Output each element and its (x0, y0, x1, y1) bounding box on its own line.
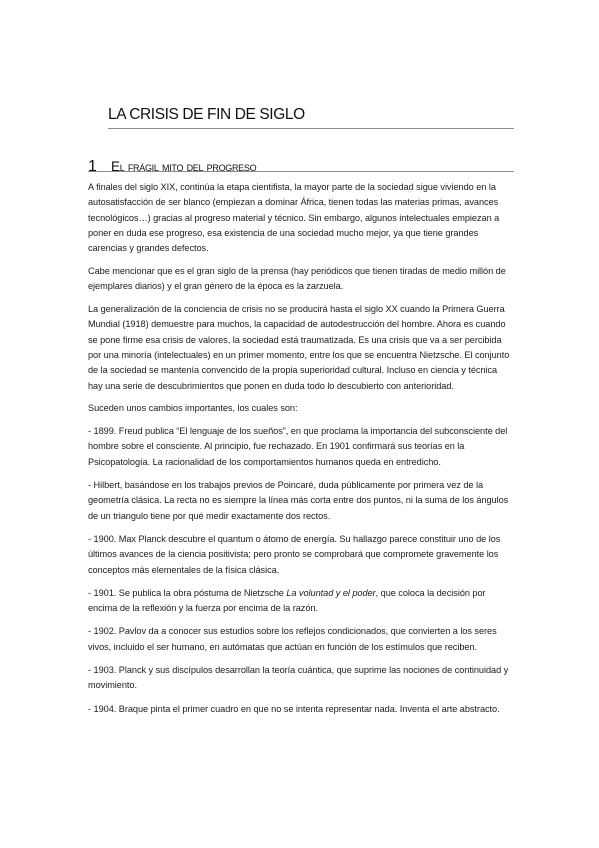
section-title: El frágil mito del progreso (111, 159, 257, 174)
event-item: - 1899. Freud publica “El lenguaje de los sueños”, en que proclama la importancia del subconsciente del hombre sobre el consciente. Al principio, fue rechazado. En 1901 confirmará sus teorías en la Psicopatología. La racionalidad de los comportamientos humanos queda en entredicho. (88, 426, 508, 467)
section-number: 1 (88, 158, 97, 175)
section-heading (88, 150, 514, 178)
document-body (88, 180, 514, 725)
document-title: LA CRISIS DE FIN DE SIGLO (108, 106, 305, 123)
paragraph: A finales del siglo XIX, continúa la etapa cientifista, la mayor parte de la sociedad sigue viviendo en la autosatisfacción de ser blanco (empiezan a dominar África, tienen todas las materias primas, avances tecnológicos…) gracias al progreso material y técnico. Sin embargo, algunos intelectuales empiezan a poner en duda ese progreso, esa existencia de una sociedad mucho mejor, ya que tiene grandes carencias y grandes defectos. (88, 182, 500, 254)
event-text: , que coloca la decisión por encima de la reflexión y la fuerza por encima de la razón. (88, 587, 486, 614)
event-text: - 1901. Se publica la obra póstuma de Nietzsche (88, 587, 287, 598)
title-divider (108, 128, 514, 129)
event-item (88, 586, 514, 617)
event-item: - 1904. Braque pinta el primer cuadro en que no se intenta representar nada. Inventa el arte abstracto. (88, 703, 500, 714)
section-divider (88, 171, 514, 172)
book-title: La voluntad y el poder (286, 587, 376, 598)
paragraph: Suceden unos cambios importantes, los cuales son: (88, 403, 298, 414)
event-item: - 1903. Planck y sus discípulos desarrollan la teoría cuántica, que suprime las nociones de continuidad y movimiento. (88, 665, 509, 691)
event-item: - 1902. Pavlov da a conocer sus estudios sobre los reflejos condicionados, que convierten a los seres vivos, incluido el ser humano, en autómatas que actúan en función de los estímulos que reciben. (88, 626, 497, 652)
paragraph: La generalización de la conciencia de crisis no se producirá hasta el siglo XX cuando la Primera Guerra Mundial (1918) demuestre para muchos, la capacidad de autodestrucción del hombre. Ahora es cuando se pone firme esa crisis de valores, la sociedad está traumatizada. Es una crisis que va a ser percibida por una minoría (intelectuales) en un primer momento, entre los que se encuentra Nietzsche. El conjunto de la sociedad se mantenía convencido de la propia superioridad cultural. Incluso en ciencia y técnica hay una serie de descubrimientos que ponen en duda todo lo descubierto con anterioridad. (88, 304, 510, 391)
event-item: - 1900. Max Planck descubre el quantum o átomo de energía. Su hallazgo parece constituir uno de los últimos avances de la ciencia positivista; pero pronto se comprobará que compromete gravemente los conceptos más elementales de la física clásica. (88, 533, 501, 575)
event-item: - Hilbert, basándose en los trabajos previos de Poincaré, duda públicamente por primera vez de la geometría clásica. La recta no es siempre la línea más corta entre dos puntos, ni la suma de los ángulos de un triangulo tiene por qué medir exactamente dos rectos. (88, 480, 509, 521)
paragraph: Cabe mencionar que es el gran siglo de la prensa (hay periódicos que tienen tiradas de medio millón de ejemplares diarios) y el gran género de la época es la zarzuela. (88, 265, 506, 292)
